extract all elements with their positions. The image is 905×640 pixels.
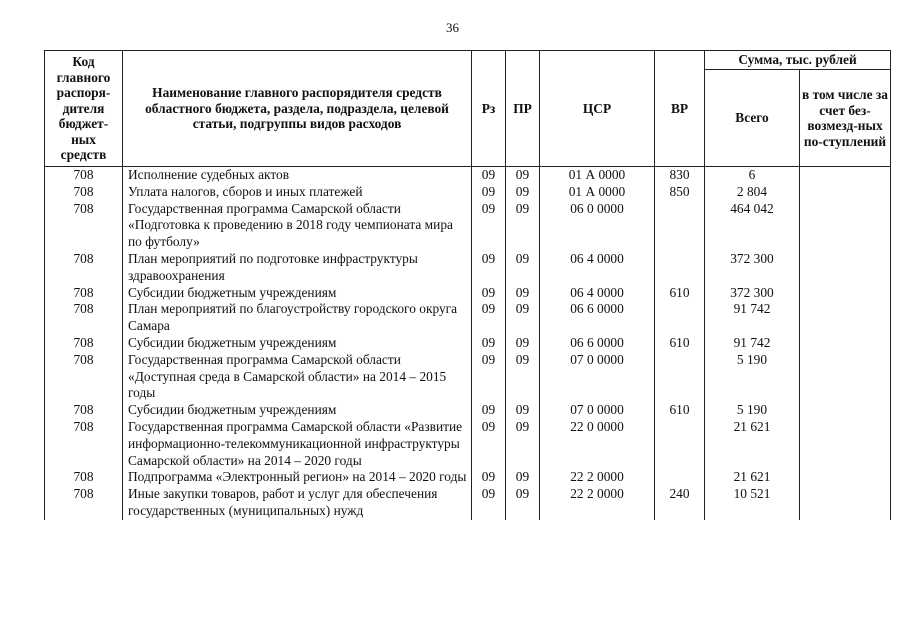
cell-vr: 610 bbox=[655, 402, 705, 419]
header-vr: ВР bbox=[655, 51, 705, 167]
cell-vr bbox=[655, 469, 705, 486]
cell-rz: 09 bbox=[472, 352, 506, 402]
cell-gratuitous bbox=[800, 184, 891, 201]
cell-name: Субсидии бюджетным учреждениям bbox=[123, 402, 472, 419]
cell-vr bbox=[655, 201, 705, 251]
cell-vr: 240 bbox=[655, 486, 705, 520]
cell-name: Субсидии бюджетным учреждениям bbox=[123, 335, 472, 352]
cell-code: 708 bbox=[45, 402, 123, 419]
cell-vr: 830 bbox=[655, 167, 705, 184]
cell-total: 91 742 bbox=[705, 301, 800, 335]
cell-total: 464 042 bbox=[705, 201, 800, 251]
table-row bbox=[45, 301, 891, 335]
cell-rz: 09 bbox=[472, 486, 506, 520]
header-csr: ЦСР bbox=[540, 51, 655, 167]
cell-code: 708 bbox=[45, 469, 123, 486]
cell-rz: 09 bbox=[472, 469, 506, 486]
cell-pr: 09 bbox=[506, 419, 540, 469]
cell-code: 708 bbox=[45, 201, 123, 251]
cell-pr: 09 bbox=[506, 352, 540, 402]
cell-gratuitous bbox=[800, 352, 891, 402]
table-row bbox=[45, 335, 891, 352]
cell-gratuitous bbox=[800, 251, 891, 285]
cell-name: Субсидии бюджетным учреждениям bbox=[123, 285, 472, 302]
cell-gratuitous bbox=[800, 301, 891, 335]
cell-gratuitous bbox=[800, 402, 891, 419]
cell-gratuitous bbox=[800, 469, 891, 486]
budget-table bbox=[44, 50, 891, 520]
cell-code: 708 bbox=[45, 251, 123, 285]
header-name: Наименование главного распорядителя средств областного бюджета, раздела, подраздела, целевой статьи, подгруппы видов расходов bbox=[123, 51, 472, 167]
cell-rz: 09 bbox=[472, 251, 506, 285]
cell-name: Государственная программа Самарской области «Развитие информационно-телекоммуникационной инфраструктуры Самарской области» на 2014 – 2020 годы bbox=[123, 419, 472, 469]
page-number: 36 bbox=[446, 20, 459, 35]
cell-vr bbox=[655, 352, 705, 402]
cell-rz: 09 bbox=[472, 335, 506, 352]
cell-code: 708 bbox=[45, 486, 123, 520]
cell-vr: 850 bbox=[655, 184, 705, 201]
cell-name: Государственная программа Самарской области «Доступная среда в Самарской области» на 2014 – 2015 годы bbox=[123, 352, 472, 402]
header-code: Код главного распоря-дителя бюджет-ных средств bbox=[45, 51, 123, 167]
cell-code: 708 bbox=[45, 167, 123, 184]
cell-gratuitous bbox=[800, 419, 891, 469]
cell-code: 708 bbox=[45, 419, 123, 469]
cell-csr: 01 А 0000 bbox=[540, 184, 655, 201]
cell-name: Подпрограмма «Электронный регион» на 2014 – 2020 годы bbox=[123, 469, 472, 486]
cell-vr bbox=[655, 301, 705, 335]
cell-pr: 09 bbox=[506, 301, 540, 335]
header-sum-group: Сумма, тыс. рублей bbox=[705, 51, 891, 70]
cell-csr: 06 6 0000 bbox=[540, 335, 655, 352]
cell-total: 10 521 bbox=[705, 486, 800, 520]
cell-code: 708 bbox=[45, 352, 123, 402]
cell-gratuitous bbox=[800, 201, 891, 251]
cell-name: Уплата налогов, сборов и иных платежей bbox=[123, 184, 472, 201]
cell-total: 6 bbox=[705, 167, 800, 184]
cell-vr bbox=[655, 251, 705, 285]
table-row bbox=[45, 201, 891, 251]
table-row bbox=[45, 251, 891, 285]
cell-total: 5 190 bbox=[705, 402, 800, 419]
cell-code: 708 bbox=[45, 285, 123, 302]
table-row bbox=[45, 419, 891, 469]
cell-pr: 09 bbox=[506, 285, 540, 302]
cell-pr: 09 bbox=[506, 335, 540, 352]
cell-name: Иные закупки товаров, работ и услуг для обеспечения государственных (муниципальных) нужд bbox=[123, 486, 472, 520]
cell-rz: 09 bbox=[472, 201, 506, 251]
cell-rz: 09 bbox=[472, 419, 506, 469]
cell-code: 708 bbox=[45, 335, 123, 352]
cell-name: Исполнение судебных актов bbox=[123, 167, 472, 184]
cell-name: Государственная программа Самарской области «Подготовка к проведению в 2018 году чемпионата мира по футболу» bbox=[123, 201, 472, 251]
cell-rz: 09 bbox=[472, 285, 506, 302]
cell-code: 708 bbox=[45, 301, 123, 335]
cell-rz: 09 bbox=[472, 402, 506, 419]
header-rz: Рз bbox=[472, 51, 506, 167]
cell-csr: 06 0 0000 bbox=[540, 201, 655, 251]
cell-csr: 01 А 0000 bbox=[540, 167, 655, 184]
cell-pr: 09 bbox=[506, 402, 540, 419]
cell-total: 372 300 bbox=[705, 285, 800, 302]
cell-total: 372 300 bbox=[705, 251, 800, 285]
cell-csr: 06 4 0000 bbox=[540, 285, 655, 302]
cell-pr: 09 bbox=[506, 184, 540, 201]
cell-csr: 07 0 0000 bbox=[540, 352, 655, 402]
header-total: Всего bbox=[705, 70, 800, 167]
table-row bbox=[45, 352, 891, 402]
cell-vr bbox=[655, 419, 705, 469]
table-row bbox=[45, 285, 891, 302]
cell-csr: 06 6 0000 bbox=[540, 301, 655, 335]
cell-name: План мероприятий по подготовке инфраструктуры здравоохранения bbox=[123, 251, 472, 285]
cell-total: 21 621 bbox=[705, 469, 800, 486]
cell-pr: 09 bbox=[506, 469, 540, 486]
cell-pr: 09 bbox=[506, 167, 540, 184]
table-row bbox=[45, 184, 891, 201]
table-row bbox=[45, 469, 891, 486]
cell-gratuitous bbox=[800, 335, 891, 352]
cell-total: 5 190 bbox=[705, 352, 800, 402]
cell-name: План мероприятий по благоустройству городского округа Самара bbox=[123, 301, 472, 335]
cell-pr: 09 bbox=[506, 486, 540, 520]
cell-vr: 610 bbox=[655, 285, 705, 302]
cell-csr: 22 0 0000 bbox=[540, 419, 655, 469]
cell-gratuitous bbox=[800, 486, 891, 520]
table-row bbox=[45, 486, 891, 520]
cell-gratuitous bbox=[800, 167, 891, 184]
header-gratuitous: в том числе за счет без-возмезд-ных по-ступлений bbox=[800, 70, 891, 167]
cell-vr: 610 bbox=[655, 335, 705, 352]
cell-csr: 07 0 0000 bbox=[540, 402, 655, 419]
cell-rz: 09 bbox=[472, 301, 506, 335]
cell-pr: 09 bbox=[506, 251, 540, 285]
cell-code: 708 bbox=[45, 184, 123, 201]
cell-rz: 09 bbox=[472, 184, 506, 201]
cell-total: 2 804 bbox=[705, 184, 800, 201]
cell-total: 21 621 bbox=[705, 419, 800, 469]
cell-csr: 06 4 0000 bbox=[540, 251, 655, 285]
table-row bbox=[45, 167, 891, 184]
cell-rz: 09 bbox=[472, 167, 506, 184]
cell-pr: 09 bbox=[506, 201, 540, 251]
header-pr: ПР bbox=[506, 51, 540, 167]
cell-csr: 22 2 0000 bbox=[540, 469, 655, 486]
table-row bbox=[45, 402, 891, 419]
cell-total: 91 742 bbox=[705, 335, 800, 352]
cell-csr: 22 2 0000 bbox=[540, 486, 655, 520]
cell-gratuitous bbox=[800, 285, 891, 302]
